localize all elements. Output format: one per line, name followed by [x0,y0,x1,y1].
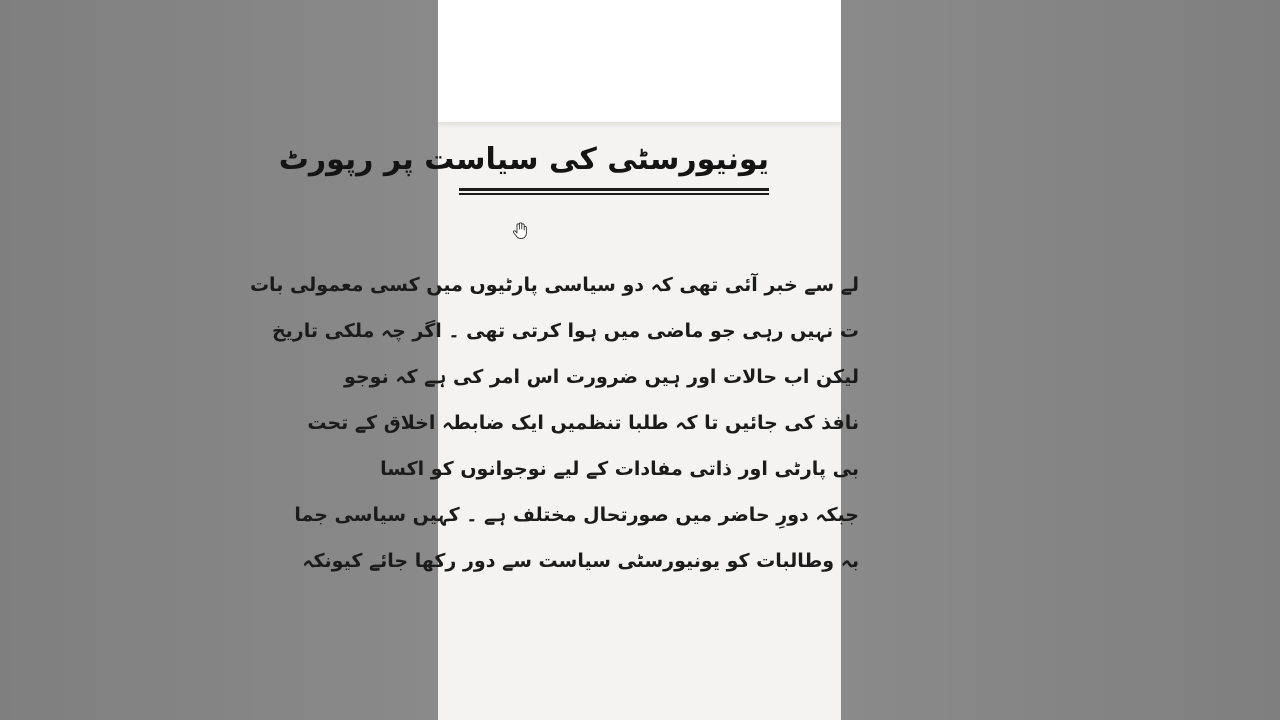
article-body [249,262,859,584]
document-frame [249,0,859,720]
hand-cursor-icon [512,222,528,240]
text-line-1: لے سے خبر آئی تھی کہ دو سیاسی پارٹیوں میں کسی معمولی بات [249,274,859,296]
text-line-2: ت نہیں رہی جو ماضی میں ہوا کرتی تھی ۔ اگر چہ ملکی تاریخ [271,320,859,342]
page-top-edge [438,122,841,128]
right-letterbox [841,0,1280,720]
title-underline [459,188,769,196]
text-line-5: بی پارٹی اور ذاتی مفادات کے لیے نوجوانوں کو اکسا [380,458,859,480]
text-line-6: جبکہ دورِ حاضر میں صورتحال مختلف ہے ۔ کہیں سیاسی جما [294,504,859,526]
scanned-page [249,122,859,720]
text-line-4: نافذ کی جائیں تا کہ طلبا تنظمیں ایک ضابطہ اخلاق کے تحت [307,412,859,434]
text-line-3: لیکن اب حالات اور ہیں ضرورت اس امر کی ہے کہ نوجو [344,366,859,388]
text-line-7: بہ وطالبات کو یونیورسٹی سیاست سے دور رکھا جائے کیونکہ [302,550,859,572]
page-title: یونیورسٹی کی سیاست پر رپورٹ [278,142,769,177]
